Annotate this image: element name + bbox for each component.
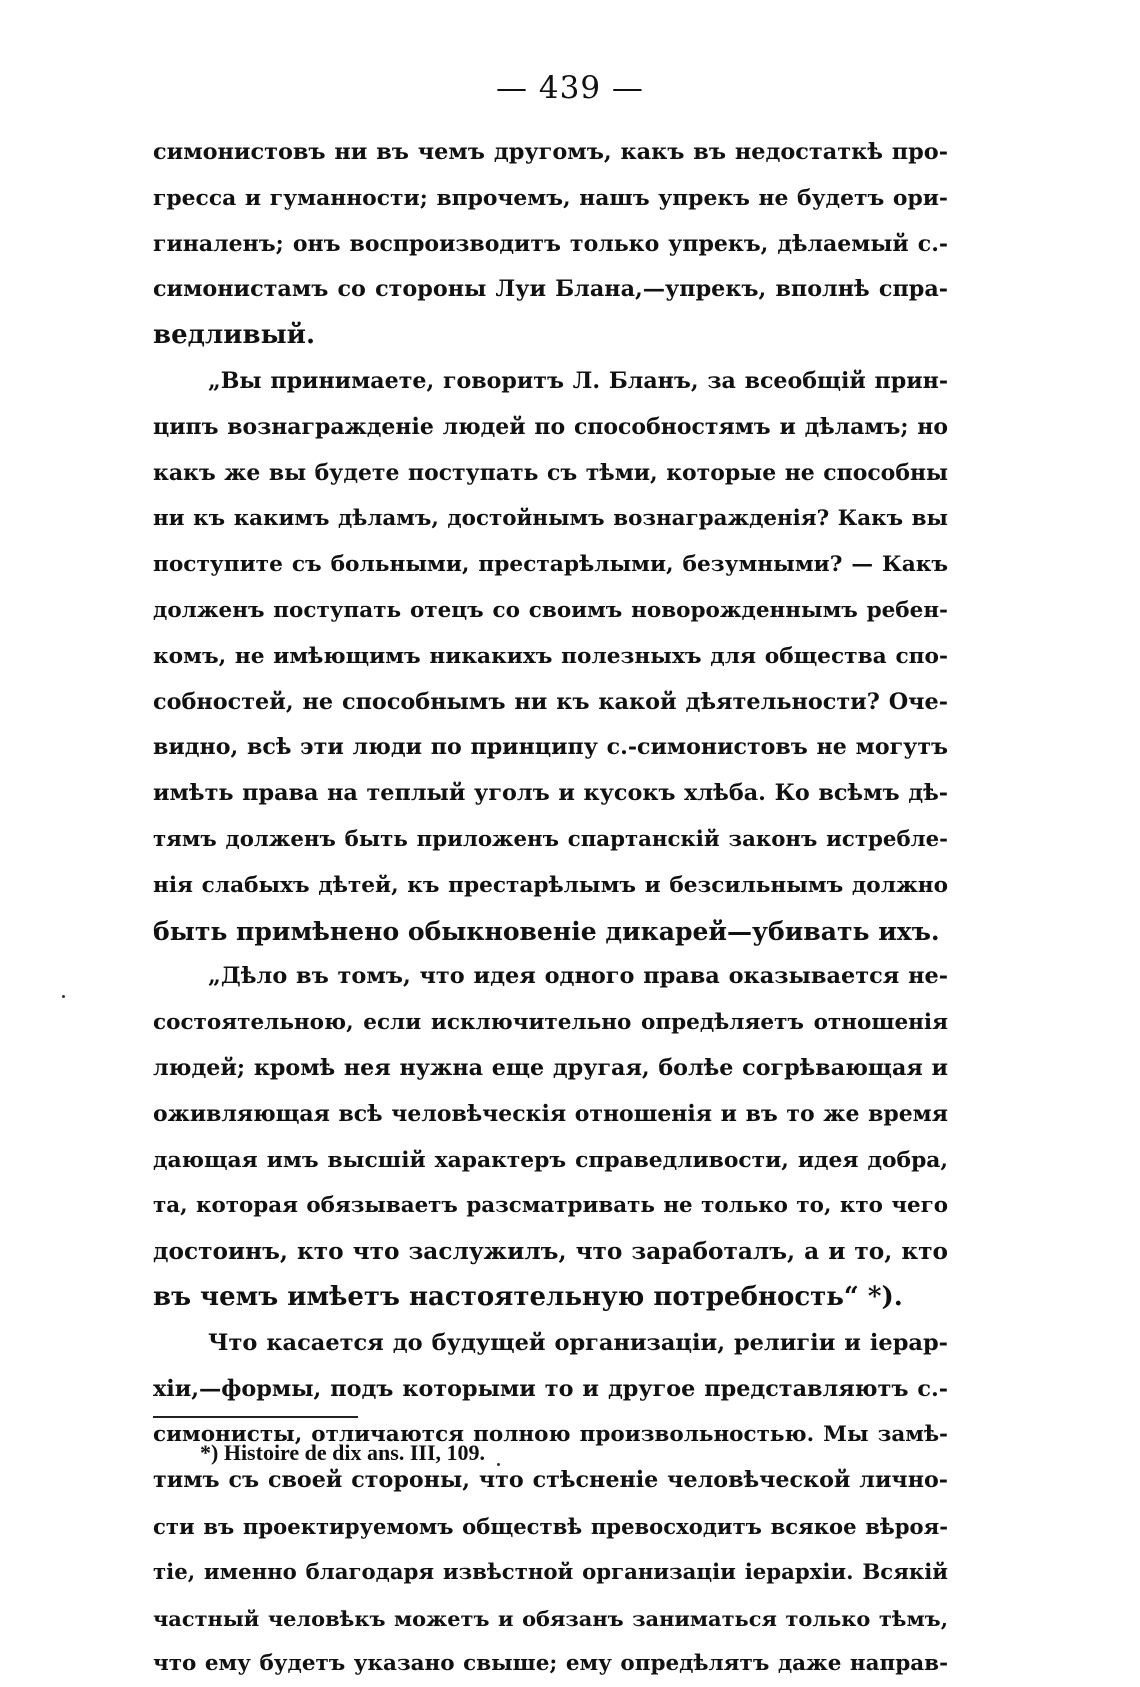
- text-line: „Вы принимаете, говоритъ Л. Бланъ, за всеобщій прин-: [208, 367, 948, 394]
- text-line: симонистамъ со стороны Луи Блана,—упрекъ, вполнѣ спра-: [153, 276, 948, 303]
- page-number: — 439 —: [496, 70, 644, 106]
- text-line: состоятельною, если исключительно опредѣляетъ отношенія: [153, 1010, 948, 1036]
- paragraph: [153, 359, 948, 954]
- text-line: дающая имъ высшій характеръ справедливости, идея добра,: [153, 1147, 948, 1173]
- text-line: тямъ долженъ быть приложенъ спартанскій законъ истребле-: [153, 826, 948, 852]
- text-line: тіе, именно благодаря извѣстной организаціи іерархіи. Всякій: [153, 1559, 948, 1585]
- text-line: комъ, не имѣющимъ никакихъ полезныхъ для общества спо-: [153, 643, 948, 669]
- text-line: Что касается до будущей организаціи, религіи и іерар-: [208, 1329, 948, 1356]
- text-line: ципъ вознагражденіе людей по способностямъ и дѣламъ; но: [153, 413, 948, 440]
- paragraph: [153, 954, 948, 1320]
- text-line: сти въ проектируемомъ обществѣ превосходитъ всякое вѣроя-: [153, 1513, 948, 1539]
- text-line: видно, всѣ эти люди по принципу с.-симонистовъ не могутъ: [153, 734, 948, 761]
- text-line: ни къ какимъ дѣламъ, достойнымъ вознагражденія? Какъ вы: [153, 506, 948, 532]
- text-line: хіи,—формы, подъ которыми то и другое представляютъ с.-: [153, 1375, 948, 1402]
- text-line: достоинъ, кто что заслужилъ, что заработалъ, а и то, кто: [153, 1238, 948, 1266]
- text-line: какъ же вы будете поступать съ тѣми, которые не способны: [153, 459, 948, 486]
- print-speck: [62, 995, 65, 998]
- text-line: та, которая обязываетъ разсматривать не только то, кто чего: [153, 1193, 948, 1219]
- text-line: собностей, не способнымъ ни къ какой дѣятельности? Оче-: [153, 688, 948, 715]
- text-line: долженъ поступать отецъ со своимъ новорожденнымъ ребен-: [153, 597, 948, 623]
- footnote-divider: [153, 1416, 358, 1418]
- text-line: людей; кромѣ нея нужна еще другая, болѣе согрѣвающая и: [153, 1054, 948, 1081]
- paragraph: [153, 1321, 948, 1687]
- text-line: что ему будетъ указано свыше; ему опредѣлятъ даже направ-: [153, 1651, 948, 1677]
- text-line: имѣть права на теплый уголъ и кусокъ хлѣба. Ко всѣмъ дѣ-: [153, 780, 948, 807]
- text-line: гиналенъ; онъ воспроизводитъ только упрекъ, дѣлаемый с.-: [153, 230, 948, 257]
- text-line: тимъ съ своей стороны, что стѣсненіе человѣческой лично-: [153, 1467, 948, 1494]
- text-line: симонисты, отличаются полною произвольностью. Мы замѣ-: [153, 1422, 948, 1448]
- text-line: гресса и гуманности; впрочемъ, нашъ упрекъ не будетъ ори-: [153, 184, 948, 211]
- footnote: *) Histoire de dix ans. III, 109.: [200, 1440, 486, 1465]
- print-speck: [497, 1463, 500, 1466]
- text-line: симонистовъ ни въ чемъ другомъ, какъ въ недостаткѣ про-: [153, 139, 948, 165]
- text-line: быть примѣнено обыкновеніе дикарей—убивать ихъ.: [153, 915, 940, 946]
- paragraph: [153, 130, 948, 359]
- text-line: поступите съ больными, престарѣлыми, безумными? — Какъ: [153, 552, 948, 578]
- text-line: въ чемъ имѣетъ настоятельную потребность“ *).: [153, 1281, 903, 1312]
- text-line: ведливый.: [153, 320, 316, 351]
- text-line: нія слабыхъ дѣтей, къ престарѣлымъ и безсильнымъ должно: [153, 872, 948, 898]
- text-line: оживляющая всѣ человѣческія отношенія и въ то же время: [153, 1100, 948, 1127]
- text-line: частный человѣкъ можетъ и обязанъ заниматься только тѣмъ,: [153, 1605, 948, 1631]
- text-line: „Дѣло въ томъ, что идея одного права оказывается не-: [208, 963, 948, 990]
